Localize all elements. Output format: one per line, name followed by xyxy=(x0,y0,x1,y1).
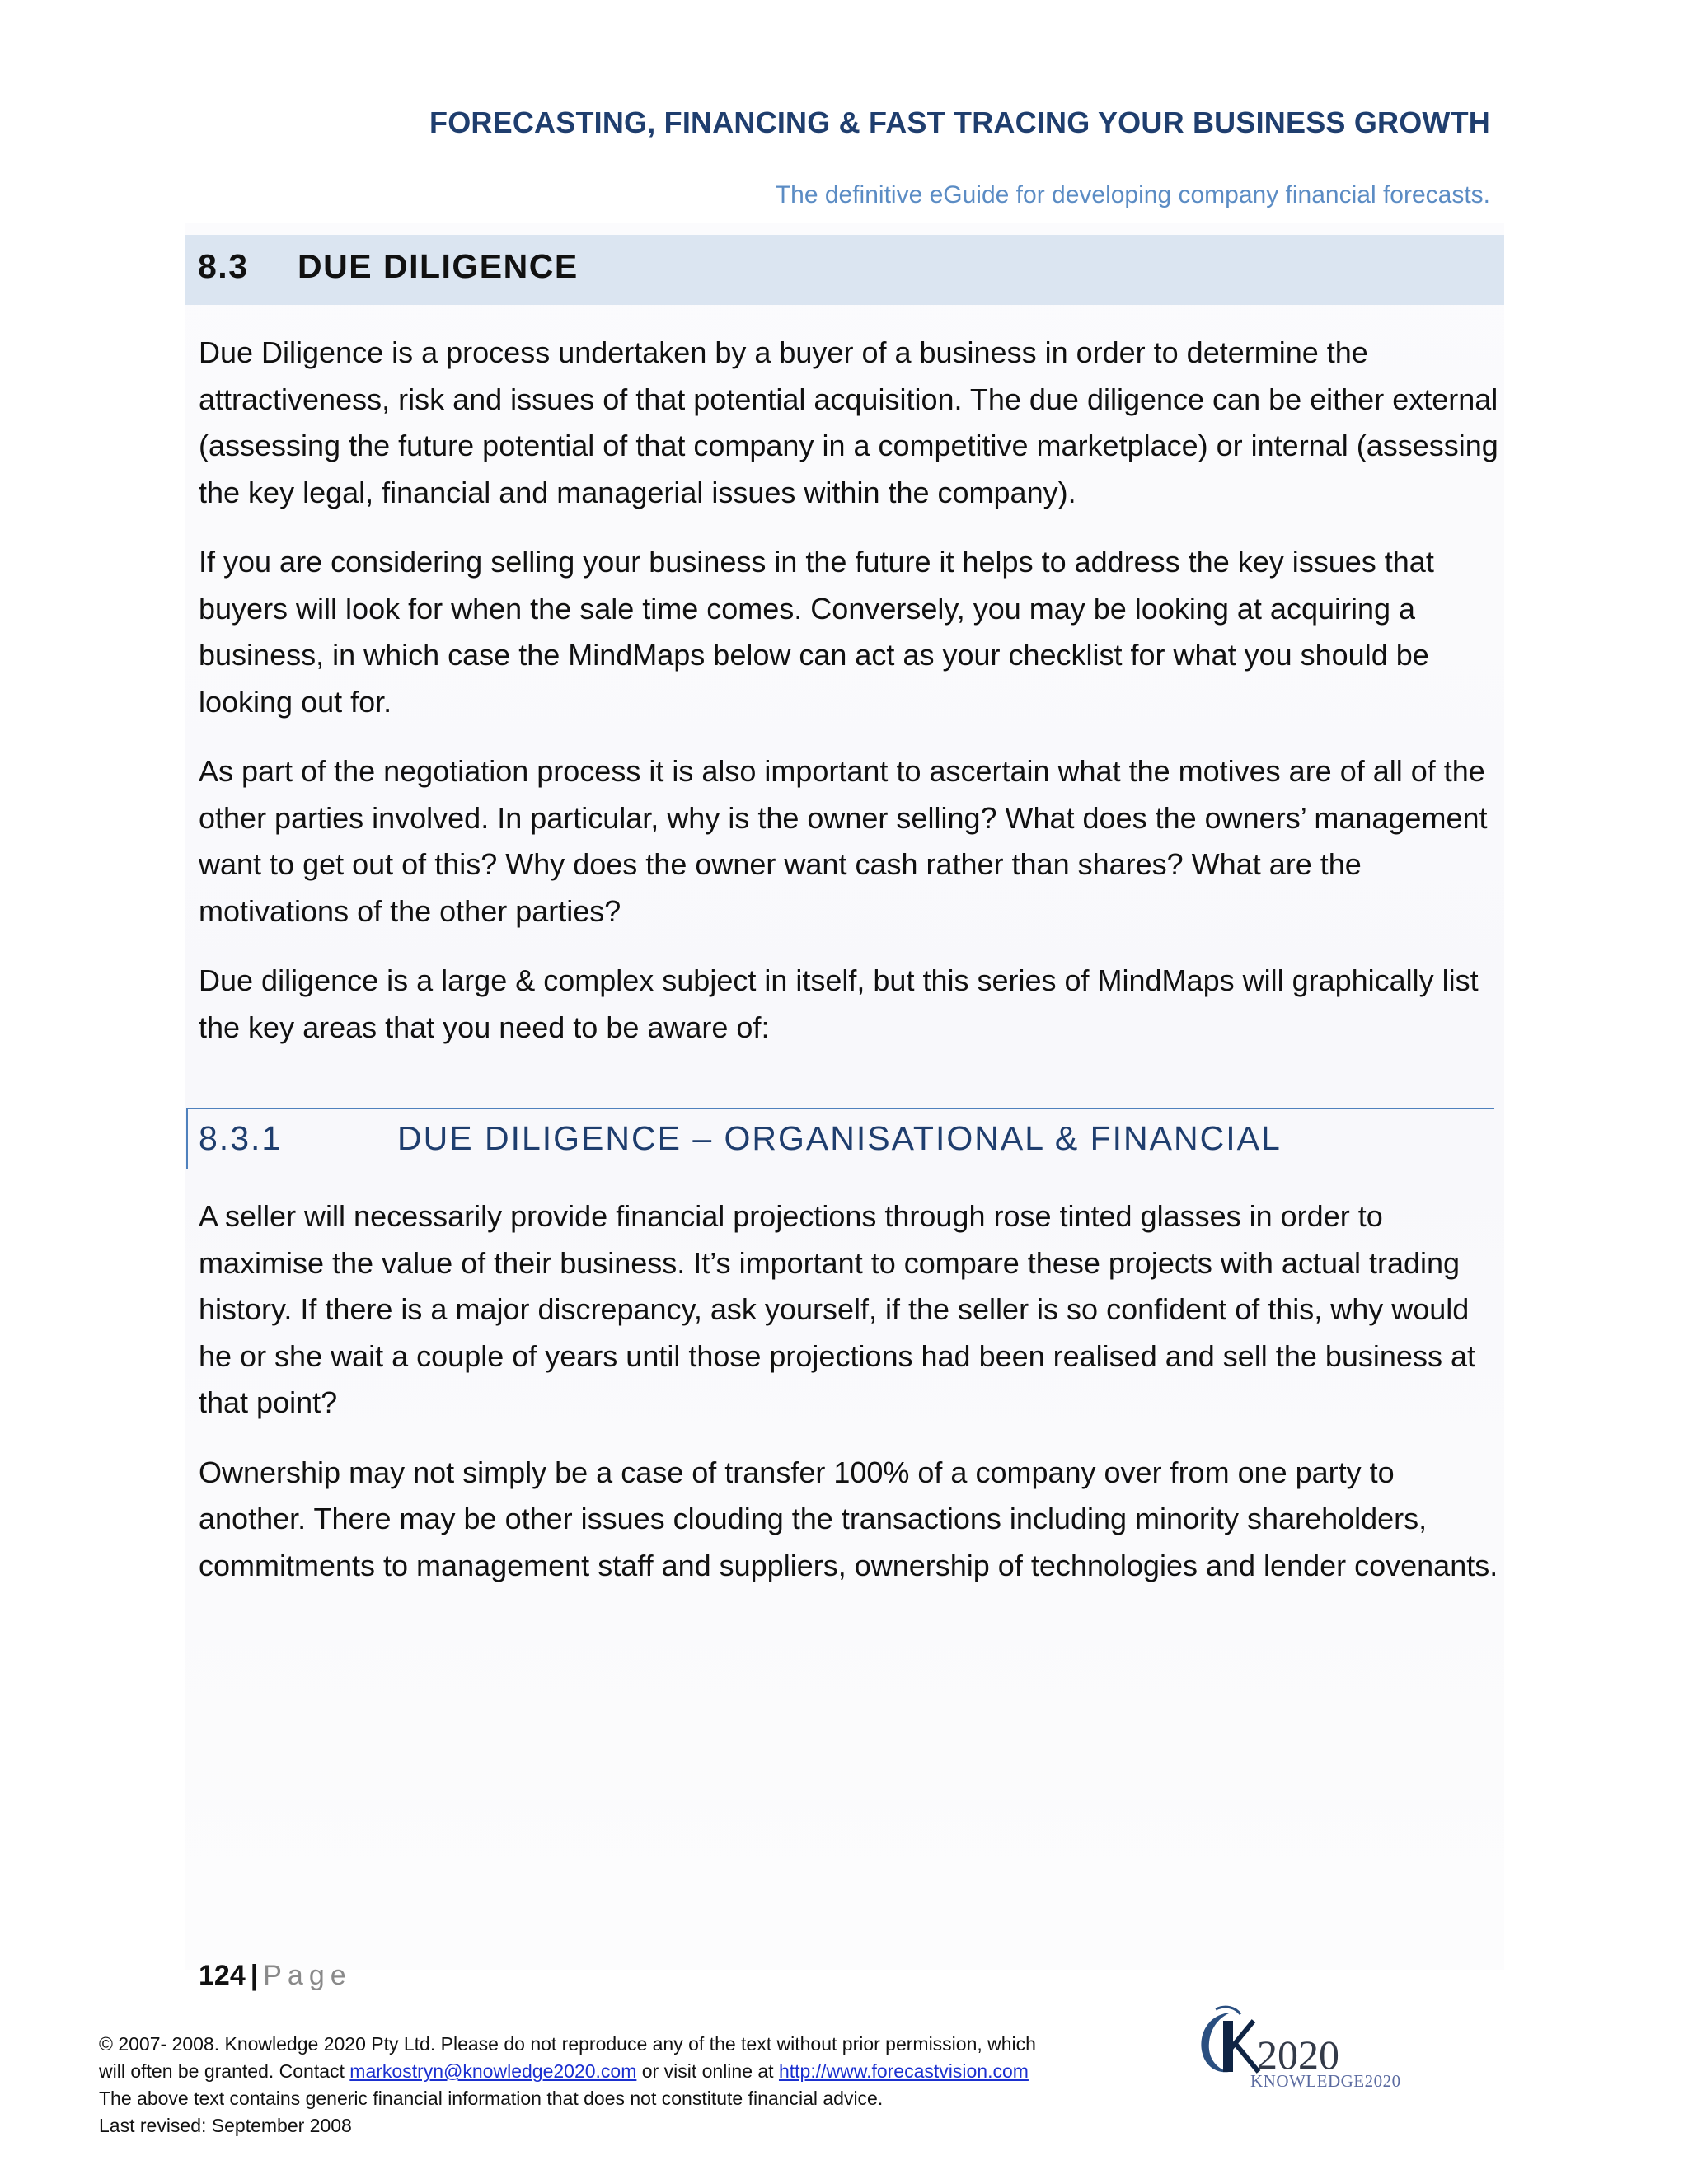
contact-email-link[interactable]: markostryn@knowledge2020.com xyxy=(349,2060,637,2082)
footer-text: or visit online at xyxy=(636,2060,779,2082)
footer-copyright xyxy=(99,2031,1170,2139)
page-label: Page xyxy=(263,1960,352,1991)
running-header-title: FORECASTING, FINANCING & FAST TRACING YOUR BUSINESS GROWTH xyxy=(429,105,1490,139)
paragraph: Due Diligence is a process undertaken by a buyer of a business in order to determine the attractiveness, risk and issues of that potential acquisition. The due diligence can be either external (assessing the future potential of that company in a competitive marketplace) or internal (assessing the key legal, financial and managerial issues within the company). xyxy=(199,335,1498,509)
paragraph: A seller will necessarily provide financial projections through rose tinted glasses in order to maximise the value of their business. It’s important to compare these projects with actual trading history. If there is a major discrepancy, ask yourself, if the seller is so confident of this, why would he or she wait a couple of years until those projections had been realised and sell the business at that point? xyxy=(199,1199,1475,1419)
section-number: 8.3 xyxy=(198,247,249,285)
section-title: DUE DILIGENCE xyxy=(298,247,579,285)
footer-line: © 2007- 2008. Knowledge 2020 Pty Ltd. Please do not reproduce any of the text without prior permission, which xyxy=(99,2033,1036,2055)
paragraph: Ownership may not simply be a case of transfer 100% of a company over from one party to another. There may be other issues clouding the transactions including minority shareholders, commitments to management staff and suppliers, ownership of technologies and lender covenants. xyxy=(199,1455,1498,1582)
subsection-title: DUE DILIGENCE – ORGANISATIONAL & FINANCIAL xyxy=(397,1119,1282,1157)
paragraph: As part of the negotiation process it is also important to ascertain what the motives are of all of the other parties involved. In particular, why is the owner selling? What does the owners’ management want to get out of this? Why does the owner want cash rather than shares? What are the motivations of the other parties? xyxy=(199,754,1488,928)
page-number-separator: | xyxy=(250,1960,259,1991)
footer-line xyxy=(99,2058,1170,2085)
website-link[interactable]: http://www.forecastvision.com xyxy=(778,2060,1029,2082)
paragraph: Due diligence is a large & complex subject in itself, but this series of MindMaps will graphically list the key areas that you need to be aware of: xyxy=(199,963,1479,1044)
knowledge2020-logo xyxy=(1183,2003,1430,2093)
running-header-subtitle: The definitive eGuide for developing company financial forecasts. xyxy=(775,181,1490,209)
paragraph: If you are considering selling your business in the future it helps to address the key issues that buyers will look for when the sale time comes. Conversely, you may be looking at acquiring a business, in which case the MindMaps below can act as your checklist for what you should be looking out for. xyxy=(199,545,1434,719)
page-number-value: 124 xyxy=(199,1960,246,1991)
logo-main-text: 2020 xyxy=(1257,2032,1339,2078)
footer-line: The above text contains generic financial information that does not constitute financial advice. xyxy=(99,2088,884,2109)
footer-line: Last revised: September 2008 xyxy=(99,2115,352,2136)
section-body xyxy=(199,330,1501,1074)
subsection-number: 8.3.1 xyxy=(199,1119,283,1157)
logo-sub-text: KNOWLEDGE2020 xyxy=(1250,2071,1401,2091)
footer-text: will often be granted. Contact xyxy=(99,2060,350,2082)
page-number xyxy=(199,1960,352,1992)
subsection-body xyxy=(199,1193,1501,1612)
